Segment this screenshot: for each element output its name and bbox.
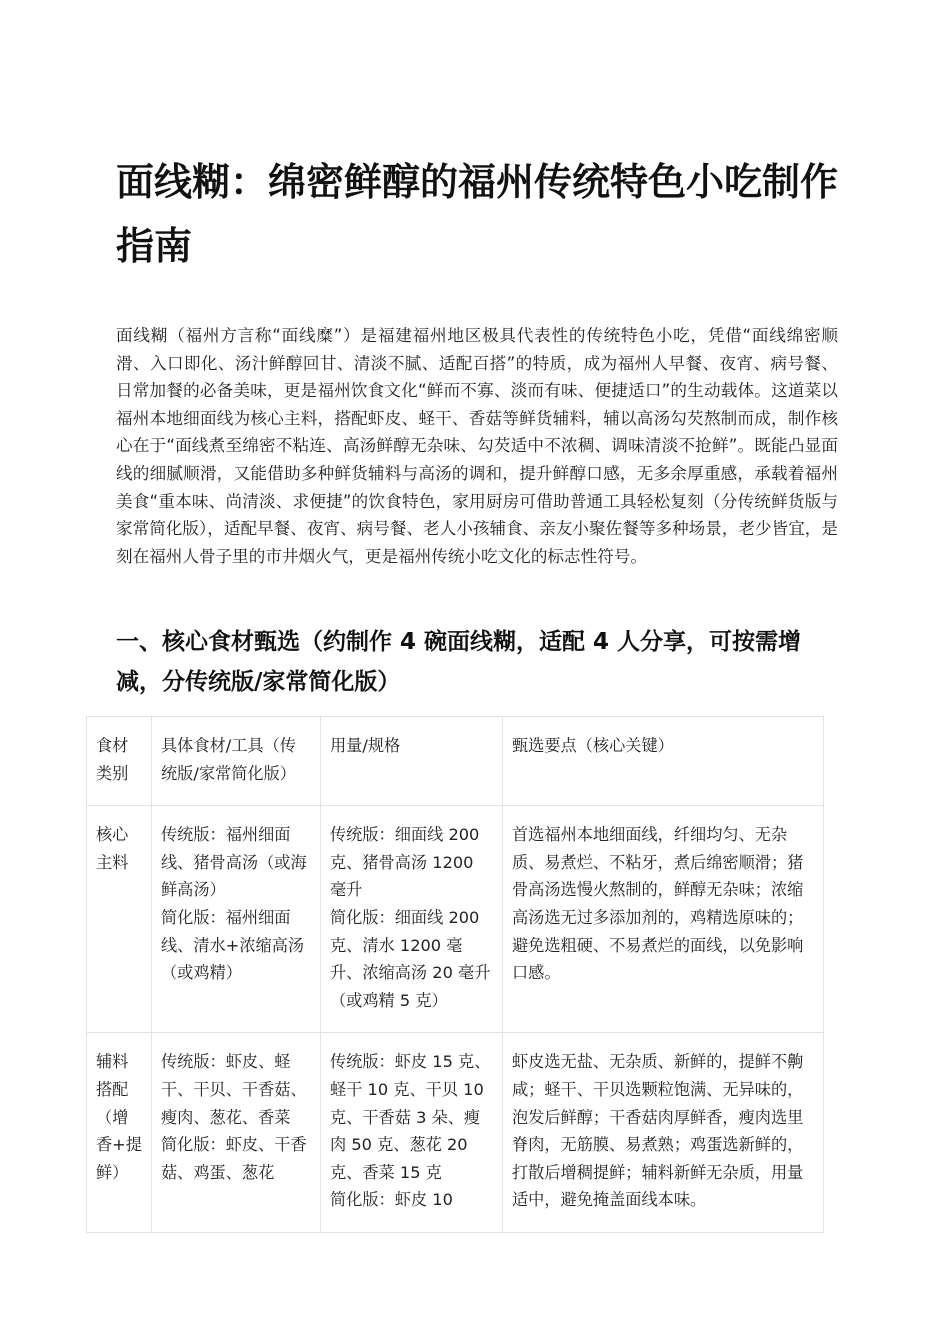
- table-cell-amount: [321, 806, 503, 1033]
- amount-simple: 简化版：虾皮 10: [330, 1190, 453, 1210]
- items-simple: 简化版：虾皮、干香菇、鸡蛋、葱花: [161, 1135, 307, 1182]
- table-row: [87, 1033, 824, 1233]
- amount-simple: 简化版：细面线 200 克、清水 1200 毫升、浓缩高汤 20 毫升（或鸡精 5 克）: [330, 907, 491, 1010]
- table-cell-items: [152, 1033, 321, 1233]
- table-cell-items: [152, 806, 321, 1033]
- table-cell-tips: 虾皮选无盐、无杂质、新鲜的，提鲜不齁咸；蛏干、干贝选颗粒饱满、无异味的，泡发后鲜醇；干香菇肉厚鲜香，瘦肉选里脊肉，无筋膜、易煮熟；鸡蛋选新鲜的，打散后增稠提鲜；辅料新鲜无杂质，用量适中，避免掩盖面线本味。: [503, 1033, 824, 1233]
- page-title: 面线糊：绵密鲜醇的福州传统特色小吃制作指南: [116, 160, 839, 268]
- table-cell-tips: 首选福州本地细面线，纤细均匀、无杂质、易煮烂、不粘牙，煮后绵密顺滑；猪骨高汤选慢火熬制的，鲜醇无杂味；浓缩高汤选无过多添加剂的，鸡精选原味的；避免选粗硬、不易煮烂的面线，以免影响口感。: [503, 806, 824, 1033]
- table-header-row: [87, 717, 824, 806]
- table-cell-category: 辅料搭配（增香+提鲜）: [87, 1033, 152, 1233]
- table-cell-amount: [321, 1033, 503, 1233]
- amount-traditional: 传统版：细面线 200 克、猪骨高汤 1200 毫升: [330, 825, 480, 900]
- amount-traditional: 传统版：虾皮 15 克、蛏干 10 克、干贝 10 克、干香菇 3 朵、瘦肉 50 克、葱花 20 克、香菜 15 克: [330, 1052, 491, 1182]
- table-header-cell: 食材类别: [87, 717, 152, 806]
- table-row: [87, 806, 824, 1033]
- table-header-cell: 用量/规格: [321, 717, 503, 806]
- items-traditional: 传统版：虾皮、蛏干、干贝、干香菇、瘦肉、葱花、香菜: [161, 1052, 307, 1127]
- table-header-cell: 具体食材/工具（传统版/家常简化版）: [152, 717, 321, 806]
- section-heading-ingredients: 一、核心食材甄选（约制作 4 碗面线糊，适配 4 人分享，可按需增减，分传统版/家常简化版）: [116, 629, 802, 695]
- table-cell-category: 核心主料: [87, 806, 152, 1033]
- items-traditional: 传统版：福州细面线、猪骨高汤（或海鲜高汤）: [161, 825, 307, 900]
- items-simple: 简化版：福州细面线、清水+浓缩高汤（或鸡精）: [161, 907, 305, 983]
- intro-paragraph: 面线糊（福州方言称“面线糜”）是福建福州地区极具代表性的传统特色小吃，凭借“面线绵密顺滑、入口即化、汤汁鲜醇回甘、清淡不腻、适配百搭”的特质，成为福州人早餐、夜宵、病号餐、日常加餐的必备美味，更是福州饮食文化“鲜而不寡、淡而有味、便捷适口”的生动载体。这道菜以福州本地细面线为核心主料，搭配虾皮、蛏干、香菇等鲜货辅料，辅以高汤勾芡熬制而成，制作核心在于“面线煮至绵密不粘连、高汤鲜醇无杂味、勾芡适中不浓稠、调味清淡不抢鲜”。既能凸显面线的细腻顺滑，又能借助多种鲜货辅料与高汤的调和，提升鲜醇口感，无多余厚重感，承载着福州美食“重本味、尚清淡、求便捷”的饮食特色，家用厨房可借助普通工具轻松复刻（分传统鲜货版与家常简化版），适配早餐、夜宵、病号餐、老人小孩辅食、亲友小聚佐餐等多种场景，老少皆宜，是刻在福州人骨子里的市井烟火气，更是福州传统小吃文化的标志性符号。: [116, 326, 838, 566]
- table-header-cell: 甄选要点（核心关键）: [503, 717, 824, 806]
- ingredients-table: [86, 716, 824, 1233]
